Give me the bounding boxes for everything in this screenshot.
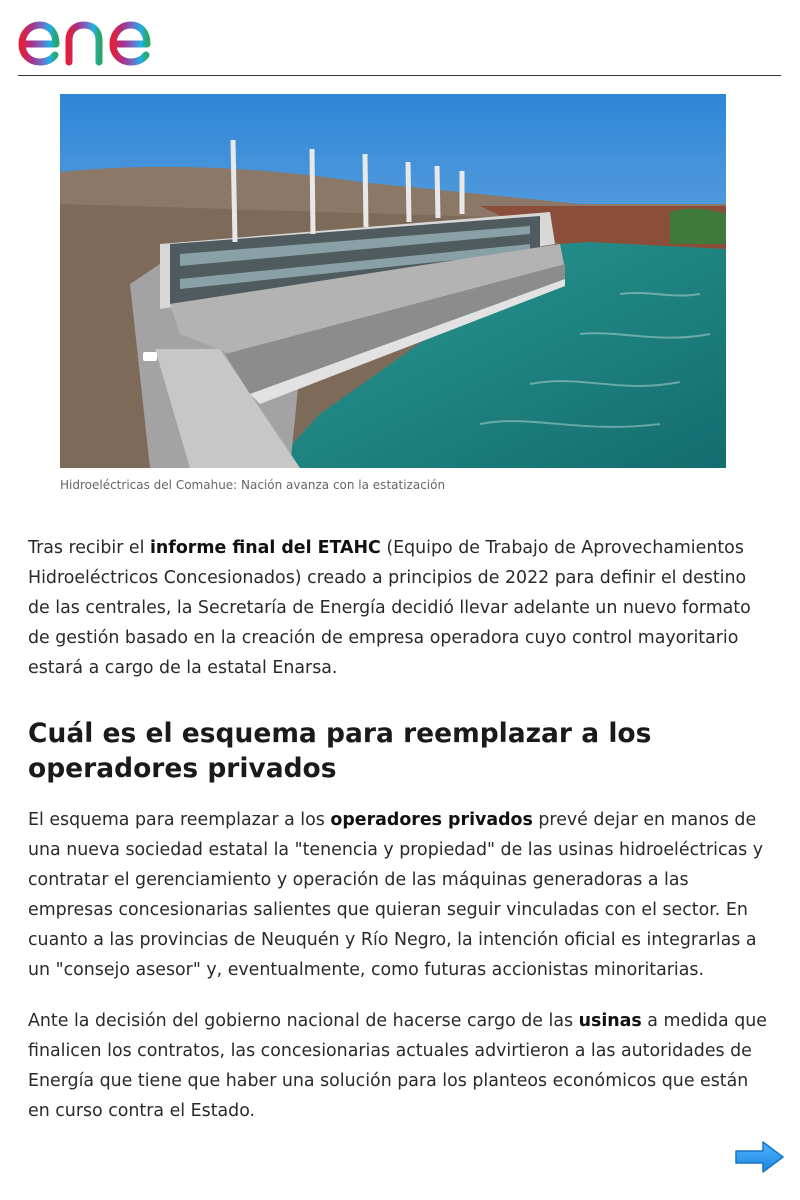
p2-bold-link[interactable]: operadores privados xyxy=(330,810,533,830)
section-heading: Cuál es el esquema para reemplazar a los operadores privados xyxy=(28,718,652,784)
p2-text-pre: El esquema para reemplazar a los xyxy=(28,810,331,830)
article-hero-image xyxy=(60,94,726,468)
p1-text-post: (Equipo de Trabajo de Aprovechamientos Hidroeléctricos Concesionados) creado a principios de 2022 para definir el destino de las centrales, la Secretaría de Energía decidió llevar adelante un nuevo formato de gestión basado en la creación de empresa operadora cuyo control mayoritario estará a cargo de la estatal Enarsa. xyxy=(28,538,751,678)
p3-bold-link[interactable]: usinas xyxy=(578,1011,642,1031)
p3-text-pre: Ante la decisión del gobierno nacional de hacerse cargo de las xyxy=(28,1011,579,1031)
next-page-button[interactable] xyxy=(733,1140,785,1174)
p1-text-pre: Tras recibir el xyxy=(28,538,150,558)
image-caption: Hidroeléctricas del Comahue: Nación avanza con la estatización xyxy=(60,478,446,492)
article-paragraph xyxy=(28,805,773,985)
p2-text-post: prevé dejar en manos de una nueva sociedad estatal la "tenencia y propiedad" de las usinas hidroeléctricas y contratar el gerenciamiento y operación de las máquinas generadoras a las empresas concesionarias salientes que quieran seguir vinculadas con el sector. En cuanto a las provincias de Neuquén y Río Negro, la intención oficial es integrarlas a un "consejo asesor" y, eventualmente, como futuras accionistas minoritarias. xyxy=(28,810,764,980)
p1-bold-link[interactable]: informe final del ETAHC xyxy=(149,538,381,558)
p3-text-post: a medida que finalicen los contratos, las concesionarias actuales advirtieron a las autoridades de Energía que tiene que haber una solución para los planteos económicos que están en curso contra el Estado. xyxy=(28,1011,767,1121)
article-paragraph xyxy=(28,533,773,683)
hydroelectric-dam-photo xyxy=(60,94,726,468)
right-arrow-icon[interactable] xyxy=(733,1140,785,1174)
site-header xyxy=(18,0,781,76)
enel-logo[interactable] xyxy=(18,4,183,68)
article-paragraph xyxy=(28,1006,773,1126)
